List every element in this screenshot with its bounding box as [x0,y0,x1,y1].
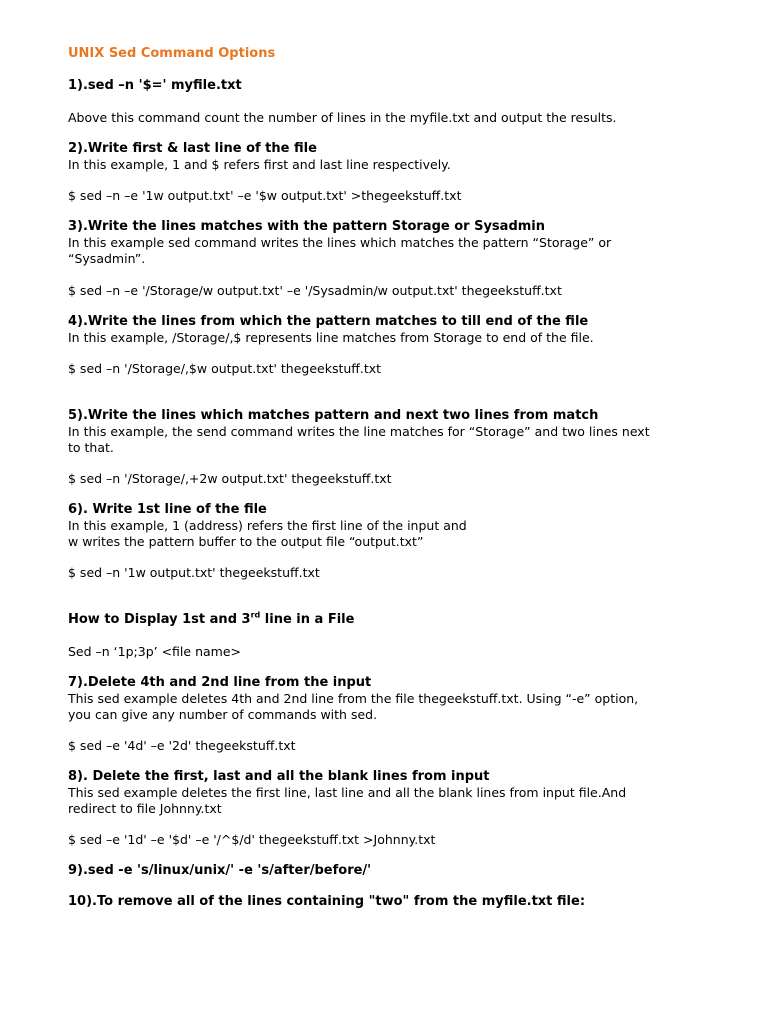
section-5-heading: 5).Write the lines which matches pattern and next two lines from match [68,408,599,423]
section-5-command: $ sed –n '/Storage/,+2w output.txt' thegeekstuff.txt [68,471,392,486]
section-7-command: $ sed –e '4d' –e '2d' thegeekstuff.txt [68,738,296,753]
section-5-text-line1: In this example, the send command writes the line matches for “Storage” and two lines next [68,424,650,439]
section-8-text-line1: This sed example deletes the first line, last line and all the blank lines from input file.And [68,785,627,800]
section-4-command: $ sed –n '/Storage/,$w output.txt' thegeekstuff.txt [68,361,382,376]
section-2-heading: 2).Write first & last line of the file [68,141,317,156]
display-heading [68,612,708,628]
section-2-command: $ sed –n –e '1w output.txt' –e '$w output.txt' >thegeekstuff.txt [68,188,462,203]
display-heading-post: line in a File [260,612,355,627]
display-heading-pre: How to Display 1st and 3 [68,612,251,627]
section-1-text: Above this command count the number of lines in the myfile.txt and output the results. [68,110,617,125]
section-1-heading: 1).sed –n '$=' myfile.txt [68,78,242,93]
display-heading-sup: rd [250,610,261,620]
display-command: Sed –n ‘1p;3p’ <file name> [68,644,241,659]
section-2-text: In this example, 1 and $ refers first and last line respectively. [68,157,451,172]
section-10-heading: 10).To remove all of the lines containing "two" from the myfile.txt file: [68,894,586,909]
section-6-text-line2: w writes the pattern buffer to the output file “output.txt” [68,534,424,549]
section-6-text-line1: In this example, 1 (address) refers the first line of the input and [68,518,467,533]
section-3-text-line2: “Sysadmin”. [68,251,146,266]
section-8-command: $ sed –e '1d' –e '$d' –e '/^$/d' thegeekstuff.txt >Johnny.txt [68,832,436,847]
section-7-text-line1: This sed example deletes 4th and 2nd line from the file thegeekstuff.txt. Using “-e” option, [68,691,639,706]
section-7-text-line2: you can give any number of commands with sed. [68,707,378,722]
section-6-heading: 6). Write 1st line of the file [68,502,267,517]
section-3-text-line1: In this example sed command writes the lines which matches the pattern “Storage” or [68,235,612,250]
section-8-heading: 8). Delete the first, last and all the blank lines from input [68,769,490,784]
section-4-heading: 4).Write the lines from which the pattern matches to till end of the file [68,314,589,329]
section-3-command: $ sed –n –e '/Storage/w output.txt' –e '/Sysadmin/w output.txt' thegeekstuff.txt [68,283,562,298]
section-9-heading: 9).sed -e 's/linux/unix/' -e 's/after/before/' [68,863,372,878]
section-5-text-line2: to that. [68,440,114,455]
section-8-text-line2: redirect to file Johnny.txt [68,801,222,816]
section-7-heading: 7).Delete 4th and 2nd line from the input [68,675,372,690]
section-6-command: $ sed –n '1w output.txt' thegeekstuff.txt [68,565,320,580]
section-4-text: In this example, /Storage/,$ represents line matches from Storage to end of the file. [68,330,594,345]
section-3-heading: 3).Write the lines matches with the pattern Storage or Sysadmin [68,219,546,234]
document-title: UNIX Sed Command Options [68,46,276,61]
